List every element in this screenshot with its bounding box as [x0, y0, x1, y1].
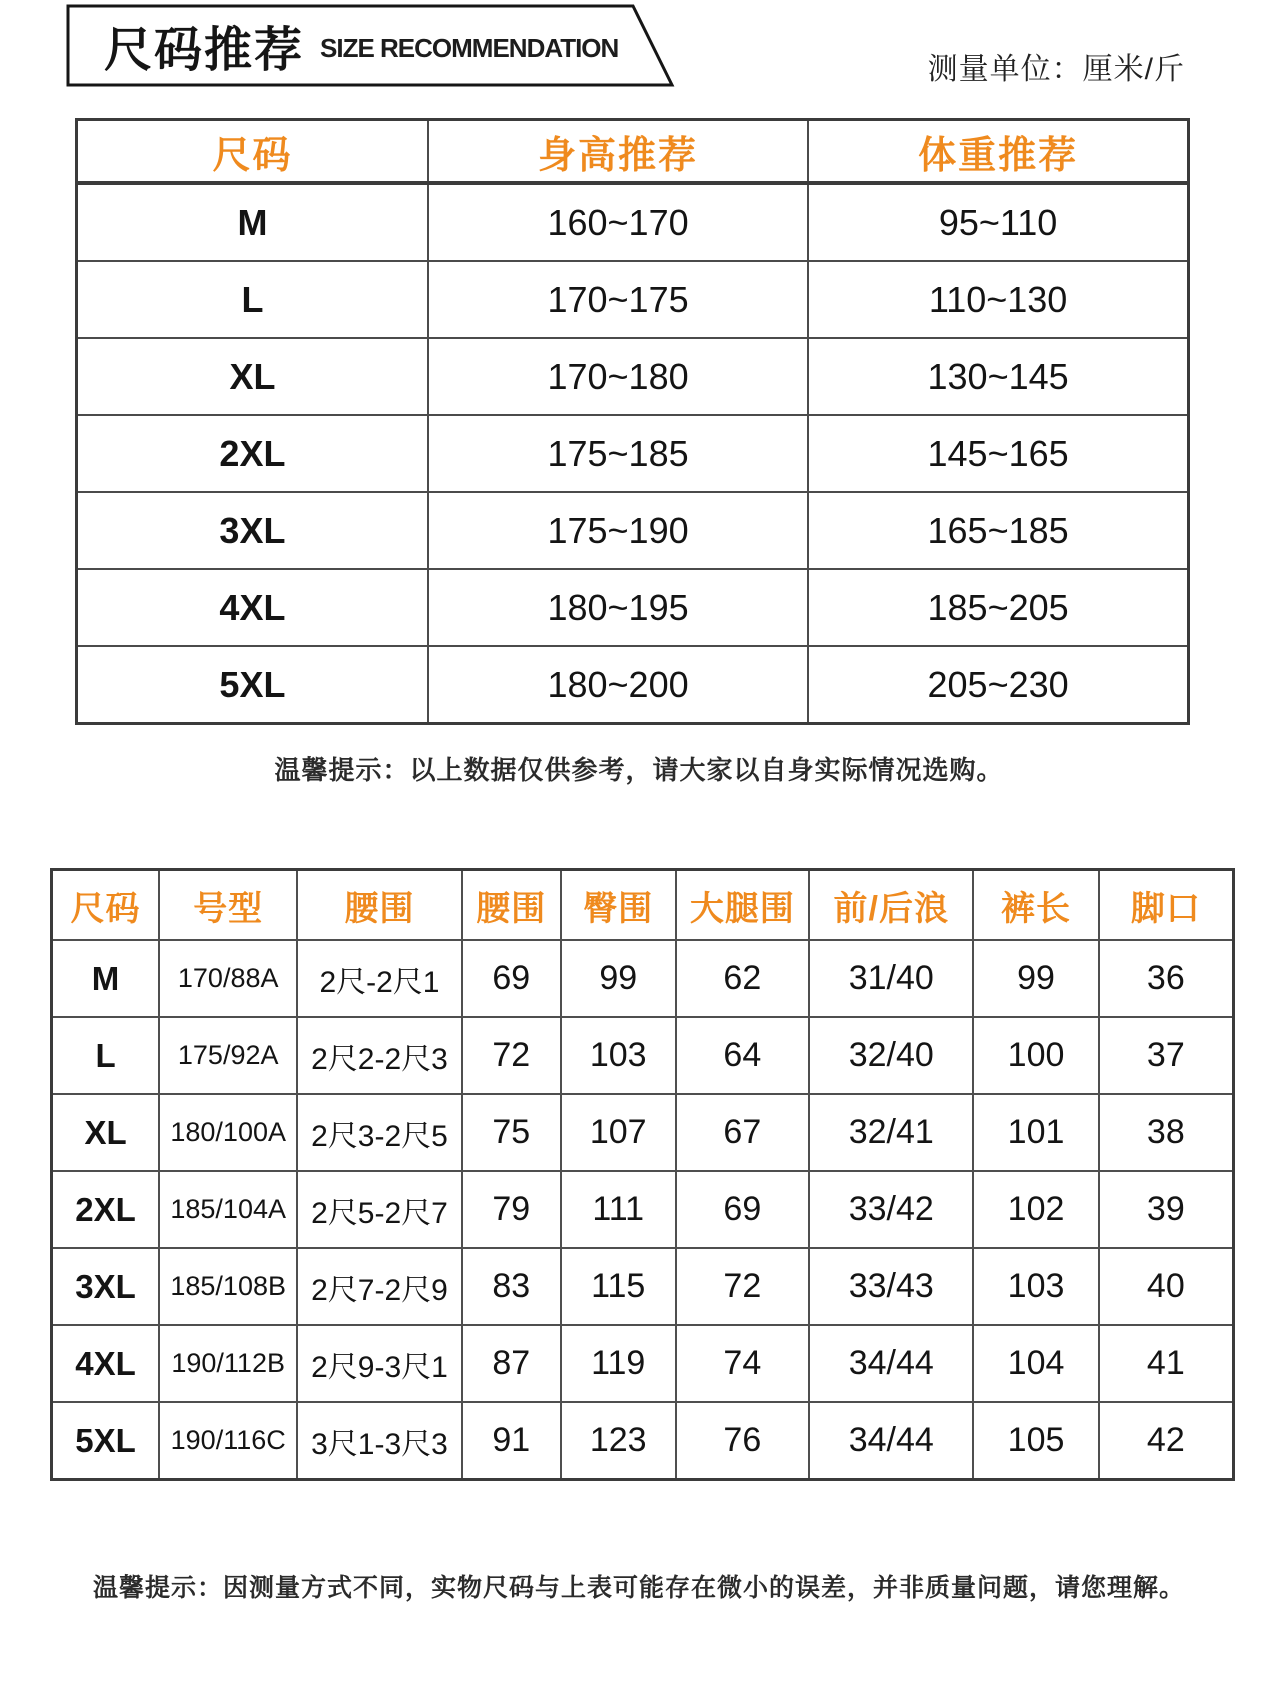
value-cell: 103 — [973, 1248, 1098, 1325]
size-cell: 3XL — [52, 1248, 160, 1325]
value-cell: 170/88A — [159, 940, 297, 1017]
page-title: 尺码推荐 — [104, 23, 305, 77]
value-cell: 190/116C — [159, 1402, 297, 1480]
table-row — [77, 183, 1189, 261]
column-header: 大腿围 — [676, 870, 810, 941]
column-header: 脚口 — [1099, 870, 1234, 941]
value-cell: 145~165 — [808, 415, 1188, 492]
value-cell: 107 — [561, 1094, 676, 1171]
value-cell: 119 — [561, 1325, 676, 1402]
value-cell: 185~205 — [808, 569, 1188, 646]
value-cell: 170~180 — [428, 338, 808, 415]
size-cell: XL — [77, 338, 428, 415]
value-cell: 37 — [1099, 1017, 1234, 1094]
value-cell: 101 — [973, 1094, 1098, 1171]
height-weight-table-header — [77, 120, 1189, 184]
size-cell: L — [77, 261, 428, 338]
value-cell: 2尺5-2尺7 — [297, 1171, 461, 1248]
value-cell: 2尺2-2尺3 — [297, 1017, 461, 1094]
size-cell: 4XL — [77, 569, 428, 646]
value-cell: 100 — [973, 1017, 1098, 1094]
table-row — [77, 569, 1189, 646]
size-cell: 2XL — [77, 415, 428, 492]
size-cell: 2XL — [52, 1171, 160, 1248]
value-cell: 83 — [462, 1248, 561, 1325]
value-cell: 34/44 — [809, 1402, 973, 1480]
value-cell: 42 — [1099, 1402, 1234, 1480]
value-cell: 39 — [1099, 1171, 1234, 1248]
value-cell: 38 — [1099, 1094, 1234, 1171]
value-cell: 105 — [973, 1402, 1098, 1480]
value-cell: 62 — [676, 940, 810, 1017]
value-cell: 180~200 — [428, 646, 808, 724]
value-cell: 32/40 — [809, 1017, 973, 1094]
value-cell: 180/100A — [159, 1094, 297, 1171]
size-cell: 5XL — [77, 646, 428, 724]
size-table-note: 温馨提示：以上数据仅供参考，请大家以自身实际情况选购。 — [274, 755, 1004, 785]
value-cell: 123 — [561, 1402, 676, 1480]
value-cell: 32/41 — [809, 1094, 973, 1171]
value-cell: 79 — [462, 1171, 561, 1248]
value-cell: 40 — [1099, 1248, 1234, 1325]
value-cell: 2尺-2尺1 — [297, 940, 461, 1017]
column-header: 身高推荐 — [428, 120, 808, 184]
title-box — [66, 4, 676, 88]
size-cell: XL — [52, 1094, 160, 1171]
column-header: 尺码 — [77, 120, 428, 184]
value-cell: 205~230 — [808, 646, 1188, 724]
value-cell: 67 — [676, 1094, 810, 1171]
value-cell: 2尺3-2尺5 — [297, 1094, 461, 1171]
height-weight-table — [75, 118, 1190, 725]
table-row — [52, 1248, 1234, 1325]
value-cell: 33/43 — [809, 1248, 973, 1325]
value-cell: 130~145 — [808, 338, 1188, 415]
column-header: 体重推荐 — [808, 120, 1188, 184]
table-row — [77, 338, 1189, 415]
column-header: 号型 — [159, 870, 297, 941]
value-cell: 75 — [462, 1094, 561, 1171]
value-cell: 175~190 — [428, 492, 808, 569]
page-subtitle: SIZE RECOMMENDATION — [320, 32, 619, 63]
value-cell: 102 — [973, 1171, 1098, 1248]
value-cell: 190/112B — [159, 1325, 297, 1402]
value-cell: 111 — [561, 1171, 676, 1248]
measure-unit-label: 测量单位：厘米/斤 — [927, 53, 1185, 86]
value-cell: 74 — [676, 1325, 810, 1402]
value-cell: 34/44 — [809, 1325, 973, 1402]
value-cell: 87 — [462, 1325, 561, 1402]
value-cell: 33/42 — [809, 1171, 973, 1248]
size-cell: L — [52, 1017, 160, 1094]
column-header: 尺码 — [52, 870, 160, 941]
value-cell: 103 — [561, 1017, 676, 1094]
value-cell: 185/108B — [159, 1248, 297, 1325]
value-cell: 175~185 — [428, 415, 808, 492]
height-weight-table-body — [77, 183, 1189, 724]
value-cell: 160~170 — [428, 183, 808, 261]
size-cell: 4XL — [52, 1325, 160, 1402]
table-row — [52, 1171, 1234, 1248]
value-cell: 69 — [462, 940, 561, 1017]
table-row — [52, 1017, 1234, 1094]
title-group — [104, 4, 664, 86]
value-cell: 110~130 — [808, 261, 1188, 338]
value-cell: 76 — [676, 1402, 810, 1480]
measurements-table-body — [52, 940, 1234, 1480]
value-cell: 41 — [1099, 1325, 1234, 1402]
size-cell: M — [77, 183, 428, 261]
value-cell: 69 — [676, 1171, 810, 1248]
value-cell: 72 — [462, 1017, 561, 1094]
value-cell: 175/92A — [159, 1017, 297, 1094]
table-row — [77, 646, 1189, 724]
table-row — [52, 1094, 1234, 1171]
value-cell: 99 — [561, 940, 676, 1017]
size-cell: 3XL — [77, 492, 428, 569]
value-cell: 99 — [973, 940, 1098, 1017]
value-cell: 72 — [676, 1248, 810, 1325]
column-header: 腰围 — [462, 870, 561, 941]
table-row — [77, 261, 1189, 338]
value-cell: 115 — [561, 1248, 676, 1325]
value-cell: 64 — [676, 1017, 810, 1094]
value-cell: 3尺1-3尺3 — [297, 1402, 461, 1480]
size-cell: 5XL — [52, 1402, 160, 1480]
table-row — [52, 1402, 1234, 1480]
table-row — [77, 492, 1189, 569]
column-header: 臀围 — [561, 870, 676, 941]
column-header: 裤长 — [973, 870, 1098, 941]
value-cell: 2尺9-3尺1 — [297, 1325, 461, 1402]
column-header: 腰围 — [297, 870, 461, 941]
value-cell: 185/104A — [159, 1171, 297, 1248]
value-cell: 180~195 — [428, 569, 808, 646]
value-cell: 2尺7-2尺9 — [297, 1248, 461, 1325]
size-cell: M — [52, 940, 160, 1017]
value-cell: 95~110 — [808, 183, 1188, 261]
value-cell: 104 — [973, 1325, 1098, 1402]
value-cell: 170~175 — [428, 261, 808, 338]
column-header: 前/后浪 — [809, 870, 973, 941]
table-row — [77, 415, 1189, 492]
table-row — [52, 940, 1234, 1017]
measurements-table-note: 温馨提示：因测量方式不同，实物尺码与上表可能存在微小的误差，并非质量问题，请您理解。 — [92, 1574, 1185, 1602]
value-cell: 165~185 — [808, 492, 1188, 569]
measurements-table-header — [52, 870, 1234, 941]
measurements-table — [50, 868, 1235, 1481]
value-cell: 36 — [1099, 940, 1234, 1017]
table-row — [52, 1325, 1234, 1402]
value-cell: 91 — [462, 1402, 561, 1480]
value-cell: 31/40 — [809, 940, 973, 1017]
